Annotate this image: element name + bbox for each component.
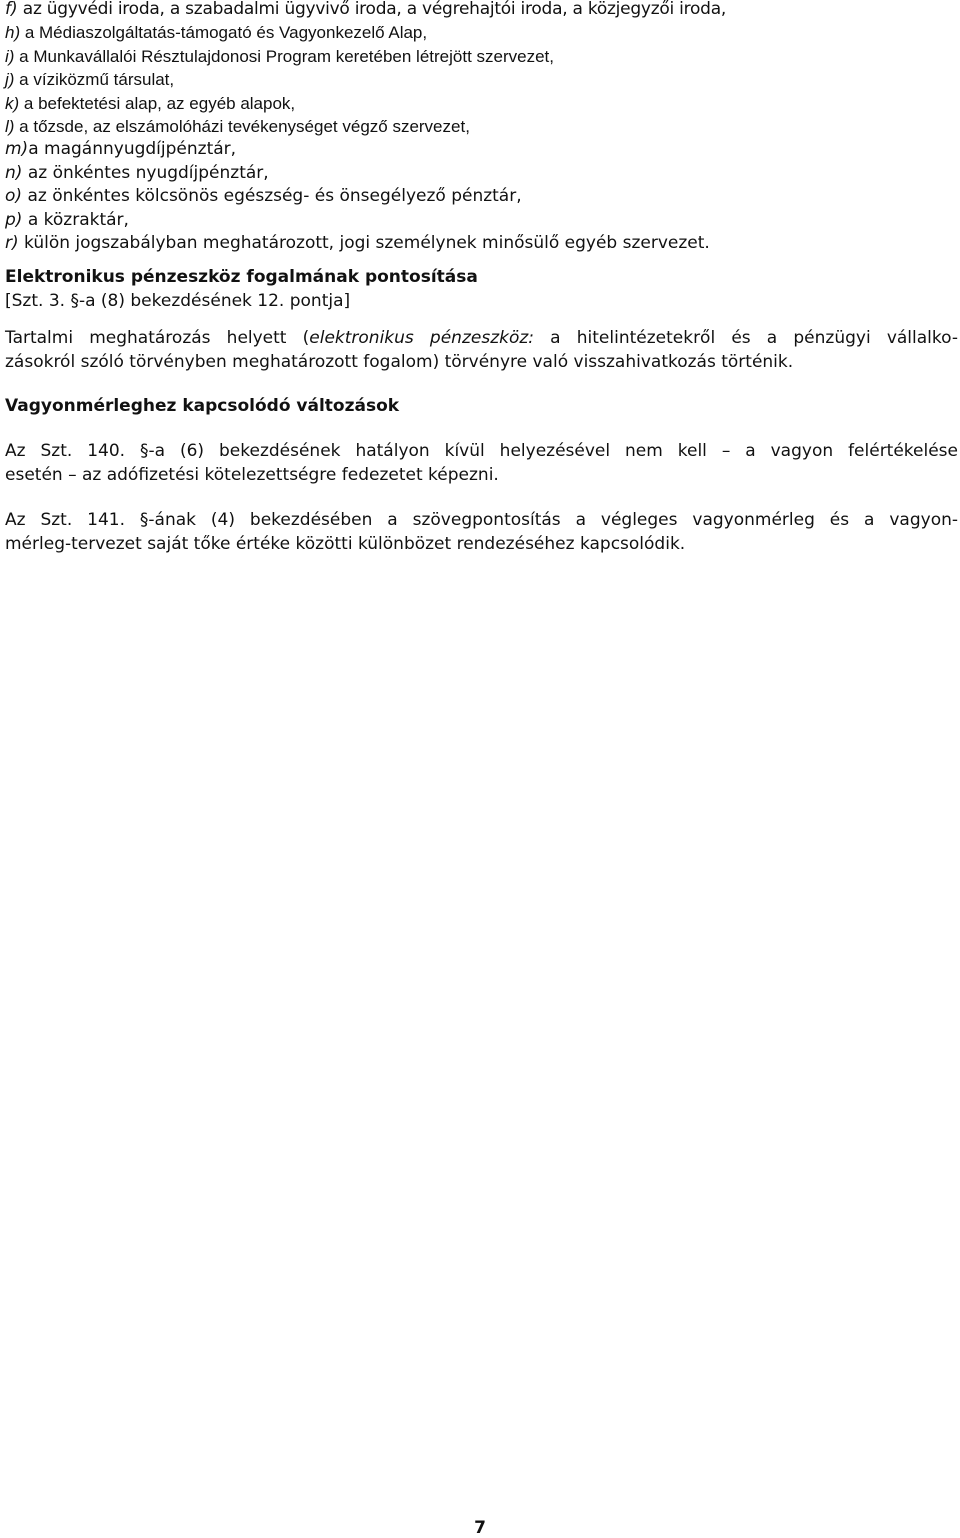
list-marker: o) xyxy=(5,186,23,207)
list-item xyxy=(5,185,958,208)
list-marker: h) xyxy=(5,23,21,43)
document-page xyxy=(5,0,958,556)
list-item xyxy=(5,209,958,232)
list-item xyxy=(5,138,958,161)
organization-list xyxy=(5,0,958,255)
paragraph-text: Tartalmi meghatározás helyett ( xyxy=(5,328,310,349)
list-item-text: a Médiaszolgáltatás-támogató és Vagyonkezelő Alap, xyxy=(20,23,428,43)
paragraph-line: Az Szt. 140. §-a (6) bekezdésének hatályon kívül helyezésével nem kell – a vagyon felértékelése xyxy=(5,441,958,462)
list-marker: m) xyxy=(5,139,29,160)
section-paragraph xyxy=(5,508,958,556)
list-item xyxy=(5,162,958,185)
list-item-text: az önkéntes nyugdíjpénztár, xyxy=(22,162,269,183)
list-item xyxy=(5,115,958,138)
list-item xyxy=(5,0,958,21)
list-item xyxy=(5,232,958,255)
paragraph-line: zásokról szóló törvényben meghatározott fogalom) törvényre való visszahivatkozás történik. xyxy=(5,352,794,373)
section-paragraph xyxy=(5,439,958,487)
section-heading-asset-balance: Vagyonmérleghez kapcsolódó változások xyxy=(5,396,400,417)
list-item-text: a magánnyugdíjpénztár, xyxy=(28,139,237,160)
list-marker: l) xyxy=(5,117,15,137)
list-marker: p) xyxy=(5,209,23,230)
list-marker: j) xyxy=(5,70,15,90)
list-item-text: az ügyvédi iroda, a szabadalmi ügyvivő iroda, a végrehajtói iroda, a közjegyzői iroda, xyxy=(17,0,727,19)
paragraph-line: mérleg-tervezet saját tőke értéke közötti különbözet rendezéséhez kapcsolódik. xyxy=(5,534,686,555)
list-marker: r) xyxy=(5,233,19,254)
section-paragraph xyxy=(5,326,958,374)
section-heading-electronic-money: Elektronikus pénzeszköz fogalmának pontosítása xyxy=(5,267,478,288)
list-item-text: a Munkavállalói Résztulajdonosi Program keretében létrejött szervezet, xyxy=(14,46,554,66)
paragraph-line: Az Szt. 141. §-ának (4) bekezdésében a szövegpontosítás a végleges vagyonmérleg és a vagyon- xyxy=(5,510,958,531)
paragraph-line: esetén – az adófizetési kötelezettségre fedezetet képezni. xyxy=(5,465,499,486)
list-item-text: a tőzsde, az elszámolóházi tevékenységet végző szervezet, xyxy=(14,117,470,137)
list-item-text: a közraktár, xyxy=(22,209,129,230)
list-item-text: a befektetési alap, az egyéb alapok, xyxy=(19,93,296,113)
list-marker: i) xyxy=(5,46,15,66)
list-marker: n) xyxy=(5,162,23,183)
legal-reference: [Szt. 3. §-a (8) bekezdésének 12. pontja] xyxy=(5,291,351,312)
list-item xyxy=(5,45,958,68)
list-item-text: az önkéntes kölcsönös egészség- és önsegélyező pénztár, xyxy=(22,186,522,207)
list-item xyxy=(5,92,958,115)
defined-term: elektronikus pénzeszköz: xyxy=(309,328,535,349)
list-item xyxy=(5,21,958,44)
list-item xyxy=(5,68,958,91)
list-item-text: a víziközmű társulat, xyxy=(14,70,175,90)
paragraph-line xyxy=(5,326,958,350)
page-number: 7 xyxy=(474,1518,486,1538)
paragraph-text: a hitelintézetekről és a pénzügyi vállalko- xyxy=(534,328,958,349)
list-marker: k) xyxy=(5,93,20,113)
list-marker: f) xyxy=(5,0,18,19)
list-item-text: külön jogszabályban meghatározott, jogi személynek minősülő egyéb szervezet. xyxy=(18,233,710,254)
